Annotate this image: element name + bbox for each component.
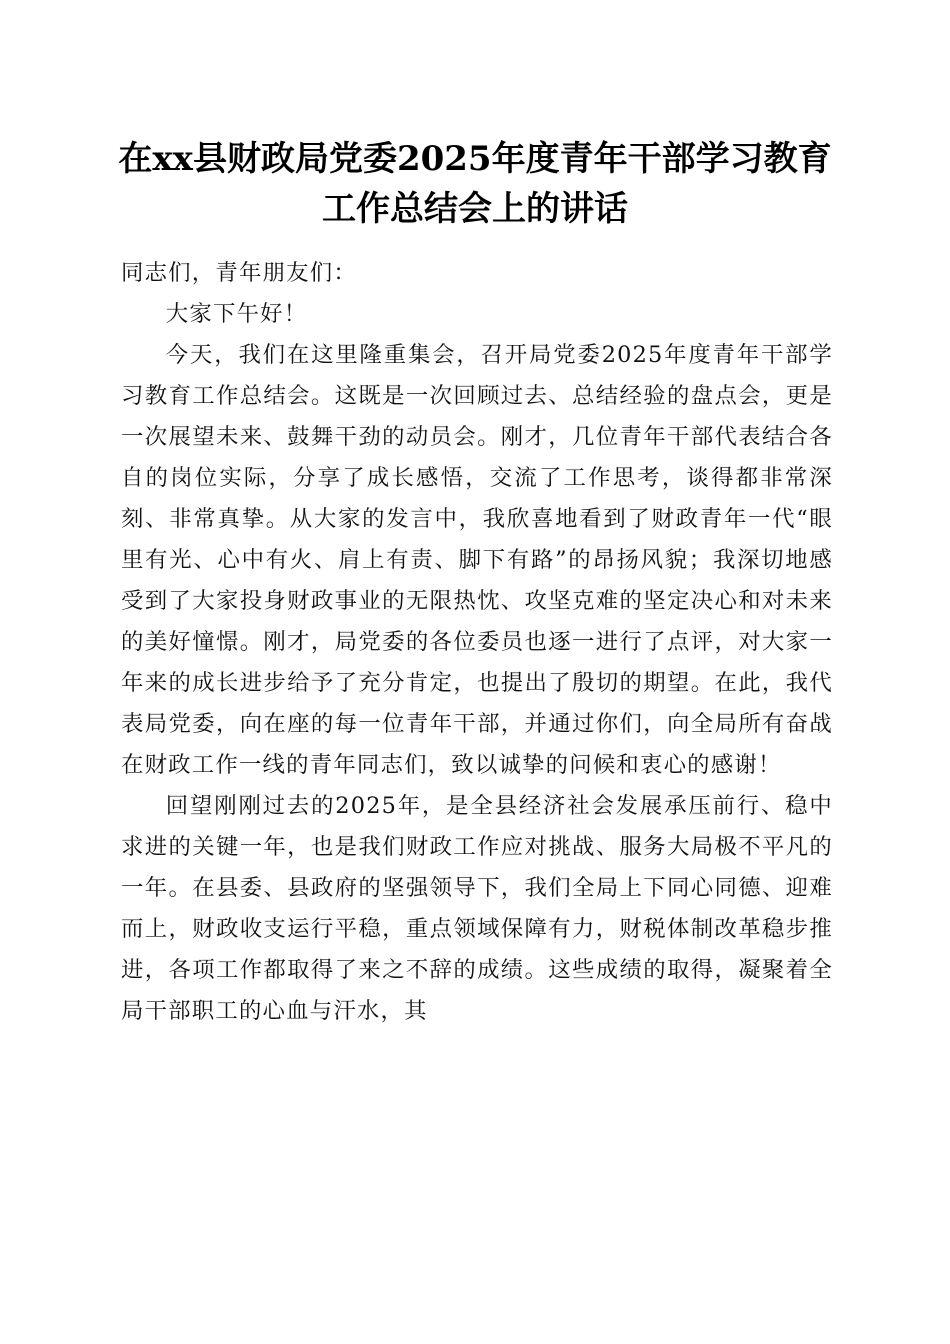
document-body (121, 253, 833, 1032)
paragraph-review: 回望刚刚过去的2025年，是全县经济社会发展承压前行、稳中求进的关键一年，也是我们财政工作应对挑战、服务大局极不平凡的一年。在县委、县政府的坚强领导下，我们全局上下同心同德、迎难而上，财政收支运行平稳，重点领域保障有力，财税体制改革稳步推进，各项工作都取得了来之不辞的成绩。这些成绩的取得，凝聚着全局干部职工的心血与汗水，其 (121, 793, 833, 1024)
salutation: 同志们，青年朋友们： (121, 260, 357, 286)
greeting: 大家下午好！ (165, 301, 308, 327)
paragraph-opening: 今天，我们在这里隆重集会，召开局党委2025年度青年干部学习教育工作总结会。这既是一次回顾过去、总结经验的盘点会，更是一次展望未来、鼓舞干劲的动员会。刚才，几位青年干部代表结合各自的岗位实际，分享了成长感悟，交流了工作思考，谈得都非常深刻、非常真挚。从大家的发言中，我欣喜地看到了财政青年一代“眼里有光、心中有火、肩上有责、脚下有路”的昂扬风貌；我深切地感受到了大家投身财政事业的无限热忱、攻坚克难的坚定决心和对未来的美好憧憬。刚才，局党委的各位委员也逐一进行了点评，对大家一年来的成长进步给予了充分肯定，也提出了殷切的期望。在此，我代表局党委，向在座的每一位青年干部，并通过你们，向全局所有奋战在财政工作一线的青年同志们，致以诚挚的问候和衷心的感谢！ (121, 342, 833, 778)
document-title: 在xx县财政局党委2025年度青年干部学习教育工作总结会上的讲话 (118, 139, 832, 229)
